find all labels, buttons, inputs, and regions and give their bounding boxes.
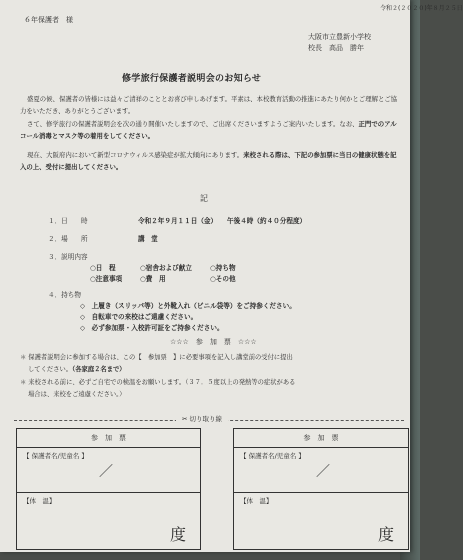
slip-heading: 参 加 票 <box>17 429 200 448</box>
content-item: ○費 用 <box>140 275 166 283</box>
content-item: ○持ち物 <box>210 264 236 272</box>
slip-temperature-unit: 度 <box>169 525 186 544</box>
slip-temperature-row <box>17 492 200 549</box>
content-item: ○宿舎および献立 <box>140 264 192 272</box>
addressee: ６年保護者 様 <box>24 16 73 24</box>
place-label: ２．場 所 <box>48 235 88 243</box>
slip-slash: ／ <box>316 464 330 480</box>
slip-name-label: 【 保護者名/児童名 】 <box>23 452 88 460</box>
participation-slip <box>16 428 201 550</box>
ki-heading: 記 <box>200 194 208 203</box>
content-item: ○日 程 <box>90 264 116 272</box>
belongings-item: ◇ 必ず参加票・入校許可証をご持参ください。 <box>80 324 224 332</box>
ticket-header: ☆☆☆ 参 加 票 ☆☆☆ <box>170 338 257 346</box>
content-item: ○注意事項 <box>90 275 123 283</box>
slip-name-row <box>17 447 200 493</box>
scissors-icon: ✂ <box>182 415 188 423</box>
note-line: 場合は、来校をご遠慮ください。） <box>28 391 126 398</box>
belongings-label: ４．持ち物 <box>48 291 81 299</box>
principal-name: 校長 高品 勝年 <box>308 44 364 52</box>
belongings-item: ◇ 自転車での来校はご遠慮ください。 <box>80 313 198 321</box>
note-line: ＊ 来校される前に、必ずご自宅での検温をお願いします。（３７．５度以上の発熱等の症状がある <box>20 379 296 386</box>
slip-temperature-row <box>234 492 408 549</box>
date: 令和２(２０２０)年８月２５日 <box>380 5 463 12</box>
date-label: １．日 時 <box>48 217 88 225</box>
slip-heading: 参 加 票 <box>234 429 408 448</box>
slip-slash: ／ <box>99 464 113 480</box>
content-label: ３．説明内容 <box>48 253 88 261</box>
slip-name-label: 【 保護者名/児童名 】 <box>240 452 305 460</box>
note-line: してください。（各家庭２名まで） <box>28 366 126 373</box>
slip-name-row <box>234 447 408 493</box>
slip-temperature-label: 【体 温】 <box>240 497 273 505</box>
slip-temperature-label: 【体 温】 <box>23 497 56 505</box>
cut-line-label: ✂ 切り取り線 <box>176 414 228 423</box>
note-line: ＊ 保護者説明会に参加する場合は、この【 参加票 】に必要事項を記入し講堂前の受付に提出 <box>20 354 293 361</box>
invitation-paragraph: さて、修学旅行の保護者説明会を次の通り開催いたしますので、ご出席くださいますようご案内いたします。なお、正門でのアルコール消毒とマスク等の着用をしてください。 <box>20 120 397 140</box>
greeting-paragraph: 盛夏の候、保護者の皆様には益々ご清祥のこととお喜び申しあげます。平素は、本校教育活動の推進にあたり何かとご理解とご協力をいただき、ありがとうございます。 <box>20 95 398 115</box>
page-title: 修学旅行保護者説明会のお知らせ <box>122 74 262 84</box>
covid-paragraph: 現在、大阪府内において新型コロナウィルス感染症が拡大傾向にあります。来校される際は、下記の参加票に当日の健康状態を記入の上、受付に提出してください。 <box>20 151 397 171</box>
school-name: 大阪市立豊新小学校 <box>308 33 371 41</box>
date-value: 令和２年９月１１日（金） 午後４時（約４０分程度） <box>138 217 307 225</box>
belongings-item: ◇ 上履き（スリッパ等）と外靴入れ（ビニル袋等）をご持参ください。 <box>80 302 296 310</box>
slip-temperature-unit: 度 <box>377 525 394 544</box>
content-item: ○その他 <box>210 275 236 283</box>
place-value: 講 堂 <box>138 235 158 243</box>
participation-slip <box>233 428 409 550</box>
